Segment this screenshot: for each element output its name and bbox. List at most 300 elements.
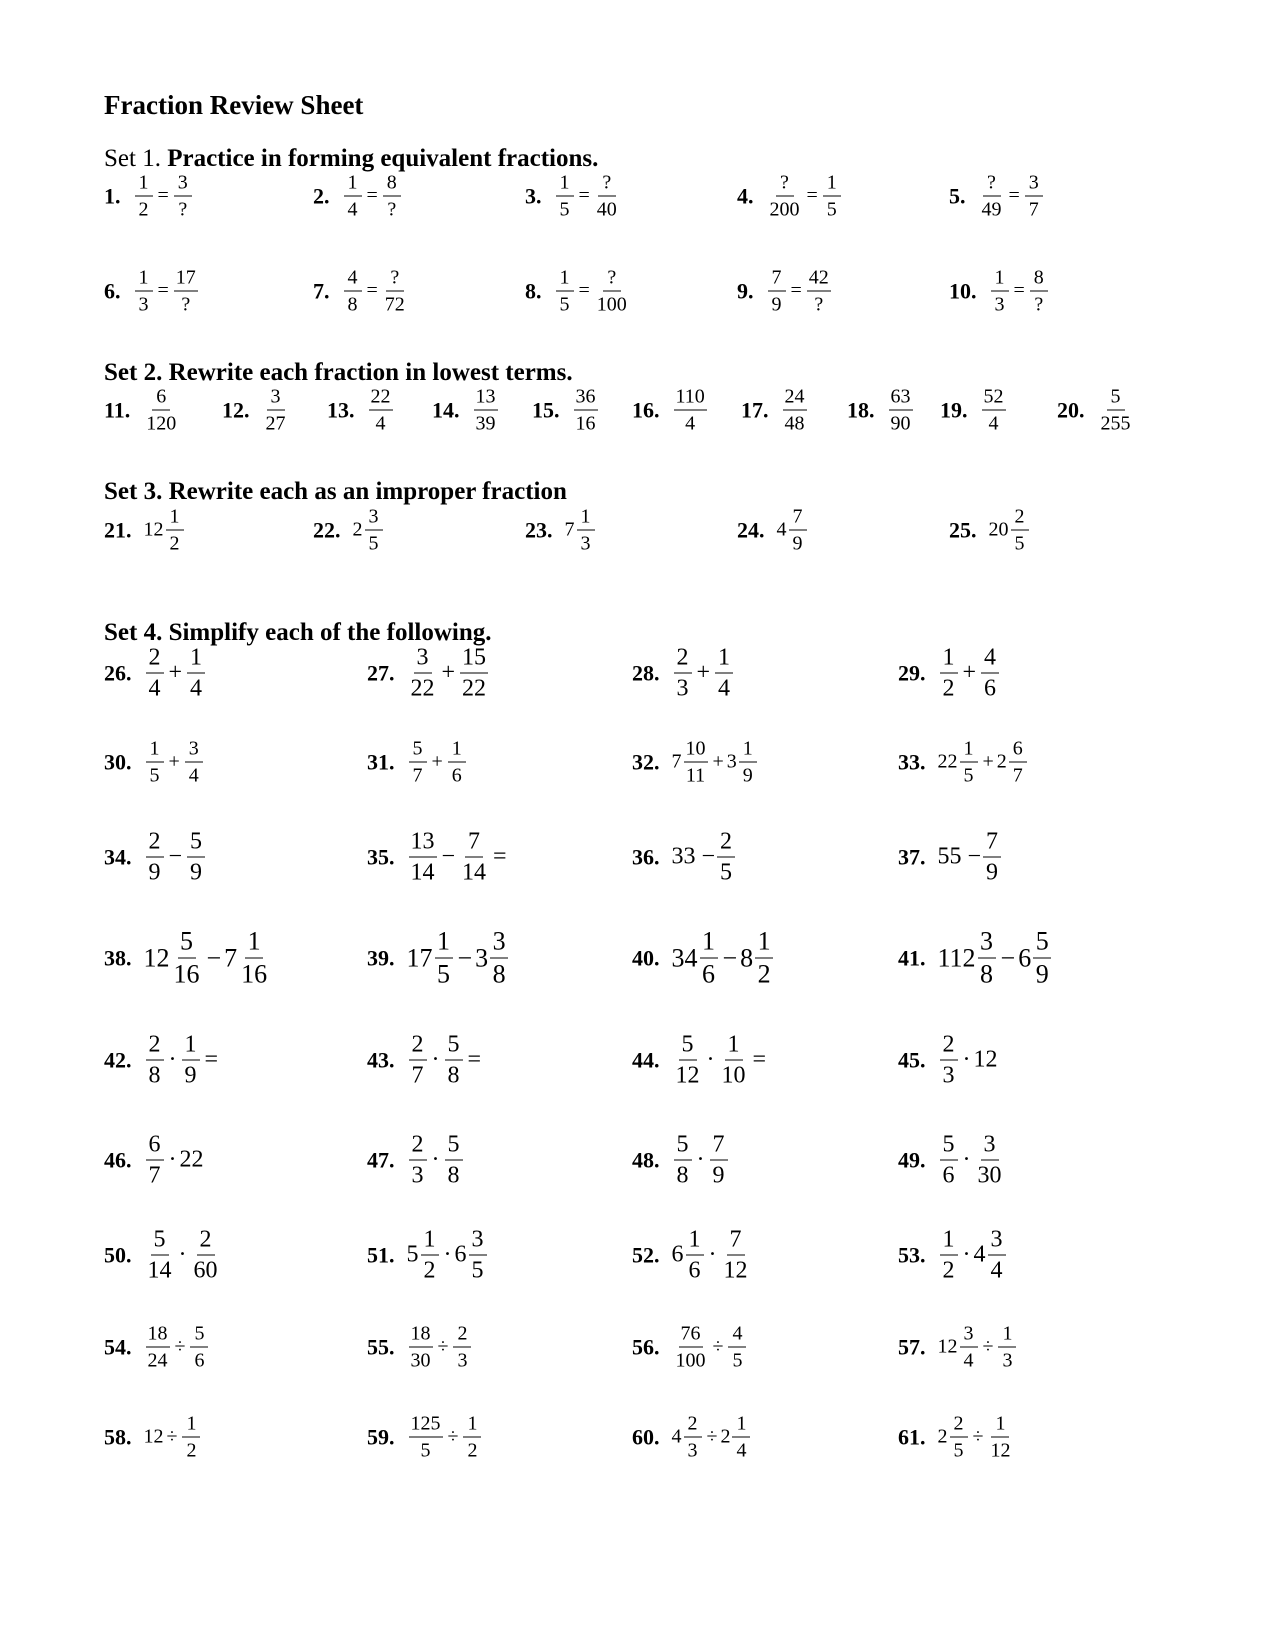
denominator: 10 [721,1062,746,1089]
problem-number: 40. [632,945,660,970]
problem-expression [144,1133,204,1188]
numerator: 5 [445,1033,463,1061]
denominator: 2 [169,532,180,555]
problem-expression [672,1228,752,1283]
fraction [991,268,1009,315]
fraction [460,830,488,885]
fraction [722,1228,750,1283]
problem-expression [766,268,833,315]
fraction [674,1324,708,1371]
fraction [674,1133,692,1188]
fraction [960,1324,978,1371]
fraction [383,173,401,220]
problem-number: 49. [898,1147,926,1172]
problem-expression [407,1324,474,1371]
numerator: 3 [490,929,508,959]
fraction [981,646,999,701]
whole-number: 3 [475,943,489,972]
numerator: 13 [409,830,437,858]
denominator: 14 [410,859,435,886]
problem-number: 51. [367,1242,395,1267]
problem-7 [313,268,409,315]
denominator: ? [1034,293,1044,316]
fraction [182,1033,200,1088]
operator: = [578,184,590,207]
fraction [950,1414,968,1461]
problem-expression [554,268,631,315]
fraction [823,173,841,220]
denominator: 24 [147,1349,168,1372]
problem-number: 29. [898,660,926,685]
denominator: 200 [769,198,800,221]
operator: + [168,750,180,773]
problem-15 [532,387,600,434]
problem-35 [367,830,510,885]
problem-number: 60. [632,1424,660,1449]
denominator: 6 [942,1162,955,1189]
problem-expression [144,507,186,554]
fraction [409,830,437,885]
denominator: 22 [462,675,487,702]
numerator: ? [983,173,1001,197]
problem-expression [572,387,600,434]
denominator: 7 [1028,198,1039,221]
fraction [1033,926,1051,989]
denominator: 9 [771,293,782,316]
problem-number: 9. [737,278,754,303]
operator: · [443,1241,452,1268]
operator: ÷ [174,1335,186,1358]
denominator: 48 [784,412,805,435]
fraction [983,830,1001,885]
problem-37 [898,830,1003,885]
fraction [409,1033,427,1088]
problem-4 [737,173,843,220]
problem-56 [632,1324,748,1371]
denominator: 6 [984,675,997,702]
fraction [960,739,978,786]
numerator: ? [603,268,621,292]
problem-expression [672,1414,753,1461]
problem-expression [342,173,403,220]
numerator: 1 [448,739,466,763]
problem-45 [898,1033,998,1088]
numerator: 17 [174,268,198,292]
operator: · [706,1046,715,1073]
denominator: 3 [676,675,689,702]
numerator: 8 [383,173,401,197]
problem-46 [104,1133,204,1188]
problem-expression [672,739,759,786]
fraction [988,1228,1006,1283]
denominator: 12 [675,1062,700,1089]
numerator: 6 [1009,739,1027,763]
denominator: 2 [138,198,149,221]
numerator: 5 [151,1228,169,1256]
problem-number: 31. [367,749,395,774]
problem-number: 4. [737,183,754,208]
denominator: 30 [977,1162,1002,1189]
numerator: 7 [983,830,1001,858]
problem-number: 57. [898,1334,926,1359]
denominator: 7 [411,1062,424,1089]
numerator: 1 [135,268,153,292]
whole-number: 5 [406,1241,419,1268]
problem-number: 8. [525,278,542,303]
fraction [187,646,205,701]
denominator: 9 [792,532,803,555]
problem-number: 2. [313,183,330,208]
problem-number: 27. [367,660,395,685]
denominator: 3 [138,293,149,316]
operator: = [366,279,378,302]
numerator: 52 [982,387,1006,411]
fraction [988,1414,1012,1461]
numerator: 7 [727,1228,745,1256]
problem-expression [777,507,809,554]
fraction [940,1228,958,1283]
denominator: 5 [953,1439,964,1462]
denominator: 2 [942,1257,955,1284]
whole-number: 34 [671,943,698,972]
set-4-heading: Set 4. Simplify each of the following. [104,619,492,646]
whole-number: 4 [973,1241,986,1268]
numerator: ? [598,173,616,197]
problem-expression [143,926,272,989]
fraction [174,268,198,315]
fraction [187,830,205,885]
fraction [768,173,802,220]
whole-number: 4 [776,518,787,541]
fraction [264,387,288,434]
problem-expression [407,1414,484,1461]
denominator: 72 [384,293,405,316]
problem-20 [1057,387,1135,434]
fraction [365,507,383,554]
numerator: 1 [991,268,1009,292]
page-title: Fraction Review Sheet [104,90,364,120]
fraction [469,1228,487,1283]
denominator: 3 [411,1162,424,1189]
problem-expression [554,173,621,220]
problem-number: 56. [632,1334,660,1359]
problem-number: 30. [104,749,132,774]
problem-24 [737,507,809,554]
problem-expression [672,830,738,885]
problem-3 [525,173,621,220]
problem-number: 39. [367,945,395,970]
numerator: 3 [414,646,432,674]
numerator: ? [386,268,404,292]
fraction [1030,268,1048,315]
numerator: 1 [686,1228,704,1256]
problem-expression [672,646,736,701]
numerator: 1 [732,1414,750,1438]
fraction [463,1414,481,1461]
whole-number: 2 [352,518,363,541]
problem-number: 37. [898,844,926,869]
fraction [674,387,707,434]
problem-17 [741,387,809,434]
problem-number: 35. [367,844,395,869]
fraction [1099,387,1133,434]
denominator: 3 [457,1349,468,1372]
operator: ÷ [972,1425,984,1448]
numerator: 6 [152,387,170,411]
whole-number: 4 [671,1425,682,1448]
operator: · [962,1046,971,1073]
whole-number: 7 [564,518,575,541]
numerator: 1 [463,1414,481,1438]
problem-number: 24. [737,517,765,542]
operator: ÷ [982,1335,994,1358]
problem-number: 20. [1057,397,1085,422]
fraction [490,926,508,989]
problem-expression [353,507,385,554]
denominator: 4 [736,1439,747,1462]
whole-number: 12 [143,1425,164,1448]
numerator: 1 [960,739,978,763]
problem-expression [938,1414,1015,1461]
denominator: 6 [688,1257,701,1284]
denominator: 14 [147,1257,172,1284]
operator: = [467,1046,482,1073]
whole-number: 12 [143,518,164,541]
fraction [190,1324,208,1371]
denominator: 9 [190,859,203,886]
denominator: ? [814,293,824,316]
denominator: 100 [596,293,627,316]
problem-expression [1097,387,1135,434]
problem-21 [104,507,186,554]
fraction [474,387,498,434]
denominator: 2 [757,959,771,989]
fraction [556,268,574,315]
problem-number: 59. [367,1424,395,1449]
problem-number: 47. [367,1147,395,1172]
operator: = [157,184,169,207]
denominator: 2 [467,1439,478,1462]
problem-number: 14. [432,397,460,422]
set-3-heading: Set 3. Rewrite each as an improper fraction [104,478,567,505]
problem-expression [407,1133,465,1188]
problem-42 [104,1033,221,1088]
operator: = [157,279,169,302]
numerator: 2 [950,1414,968,1438]
problem-number: 52. [632,1242,660,1267]
problem-14 [432,387,500,434]
numerator: 1 [435,929,453,959]
operator: ÷ [712,1335,724,1358]
fraction [998,1324,1016,1371]
fraction [445,1033,463,1088]
operator: · [431,1046,440,1073]
numerator: 15 [460,646,488,674]
denominator: 255 [1100,412,1131,435]
denominator: 3 [994,293,1005,316]
problem-expression [144,1228,222,1283]
numerator: 1 [182,1414,200,1438]
problem-31 [367,739,468,786]
fraction [715,646,733,701]
numerator: 5 [940,1133,958,1161]
numerator: 7 [710,1133,728,1161]
whole-number: 2 [996,750,1007,773]
whole-number: 2 [937,1425,948,1448]
whole-number: 55 − [937,843,982,870]
problem-expression [133,268,200,315]
problem-number: 5. [949,183,966,208]
denominator: 3 [687,1439,698,1462]
problem-expression [133,173,194,220]
numerator: 2 [409,1033,427,1061]
numerator: 1 [421,1228,439,1256]
problem-number: 53. [898,1242,926,1267]
numerator: 5 [1107,387,1125,411]
fraction [807,268,831,315]
operator: − [722,943,738,972]
numerator: 1 [146,739,164,763]
fraction [574,387,598,434]
problem-number: 11. [104,397,131,422]
denominator: 9 [742,764,753,787]
fraction [146,739,164,786]
denominator: 4 [685,412,696,435]
problem-expression [672,1033,770,1088]
problem-number: 23. [525,517,553,542]
denominator: 6 [451,764,462,787]
fraction [684,739,708,786]
numerator: 125 [409,1414,443,1438]
fraction [146,646,164,701]
problem-23 [525,507,597,554]
whole-number: 3 [726,750,737,773]
problem-53 [898,1228,1008,1283]
set-1-heading [104,145,598,173]
problem-expression [407,739,468,786]
numerator: 3 [960,1324,978,1348]
fraction [185,739,203,786]
problem-number: 1. [104,183,121,208]
fraction [700,926,718,989]
denominator: 3 [1002,1349,1013,1372]
denominator: 8 [676,1162,689,1189]
denominator: 39 [475,412,496,435]
denominator: 3 [942,1062,955,1089]
fraction [755,926,773,989]
operator: − [206,943,222,972]
numerator: 6 [146,1133,164,1161]
numerator: 7 [789,507,807,531]
problem-25 [949,507,1031,554]
whole-number: 112 [937,943,976,972]
fraction [344,173,362,220]
numerator: 1 [940,1228,958,1256]
problem-expression [938,1228,1008,1283]
fraction [174,173,192,220]
operator: − [1000,943,1016,972]
numerator: 3 [978,929,996,959]
problem-expression [671,926,776,989]
operator: = [366,184,378,207]
numerator: 2 [146,830,164,858]
fraction [453,1324,471,1371]
problem-number: 22. [313,517,341,542]
numerator: 2 [197,1228,215,1256]
denominator: 8 [447,1062,460,1089]
problem-number: 16. [632,397,660,422]
problem-5 [949,173,1045,220]
numerator: 1 [556,268,574,292]
denominator: 7 [148,1162,161,1189]
fraction [940,646,958,701]
fraction [383,268,407,315]
problem-number: 41. [898,945,926,970]
operator: ÷ [437,1335,449,1358]
problem-number: 61. [898,1424,926,1449]
fraction [768,268,786,315]
fraction [135,173,153,220]
problem-11 [104,387,180,434]
denominator: 6 [194,1349,205,1372]
operator: · [962,1146,971,1173]
problem-55 [367,1324,473,1371]
numerator: 5 [178,929,196,959]
denominator: 5 [149,764,160,787]
numerator: 1 [991,1414,1009,1438]
denominator: 8 [980,959,994,989]
numerator: 1 [187,646,205,674]
denominator: 4 [963,1349,974,1372]
numerator: 5 [409,739,427,763]
numerator: 10 [684,739,708,763]
problem-number: 32. [632,749,660,774]
problem-expression [142,387,180,434]
numerator: 1 [739,739,757,763]
denominator: 8 [492,959,506,989]
problem-54 [104,1324,210,1371]
operator: · [168,1046,177,1073]
numerator: 1 [577,507,595,531]
denominator: 4 [347,198,358,221]
numerator: 3 [988,1228,1006,1256]
denominator: 4 [988,412,999,435]
fraction [460,646,488,701]
numerator: 2 [684,1414,702,1438]
problem-number: 48. [632,1147,660,1172]
problem-22 [313,507,385,554]
numerator: 18 [409,1324,433,1348]
problem-expression [407,830,510,885]
numerator: 5 [674,1133,692,1161]
problem-39 [367,926,510,989]
operator: = [806,184,818,207]
fraction [1009,739,1027,786]
fraction [435,926,453,989]
denominator: 6 [702,959,715,989]
numerator: 3 [365,507,383,531]
problem-number: 7. [313,278,330,303]
denominator: 4 [188,764,199,787]
numerator: 5 [187,830,205,858]
denominator: 5 [1014,532,1025,555]
numerator: 13 [474,387,498,411]
fraction [783,387,807,434]
problem-26 [104,646,207,701]
problem-43 [367,1033,484,1088]
fraction [409,646,437,701]
denominator: 9 [184,1062,197,1089]
